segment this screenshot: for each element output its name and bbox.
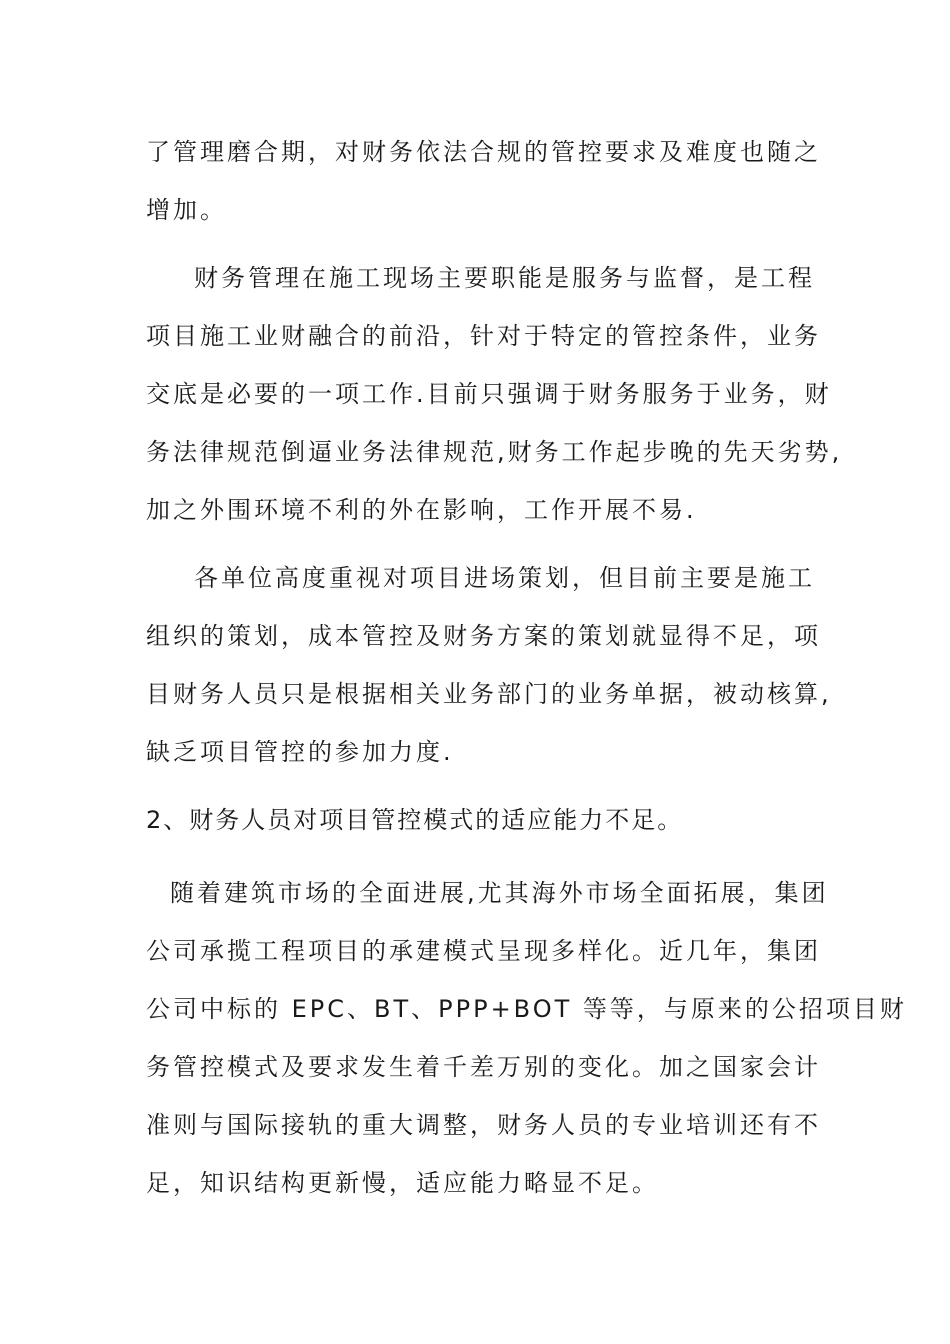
paragraph-4-line-1: 随着建筑市场的全面进展,尤其海外市场全面拓展，集团 [170,879,829,907]
section-heading-2: 2、财务人员对项目管控模式的适应能力不足。 [146,806,684,834]
paragraph-4-line-5: 准则与国际接轨的重大调整，财务人员的专业培训还有不 [146,1111,821,1139]
paragraph-2-line-3: 交底是必要的一项工作.目前只强调于财务服务于业务，财 [146,380,832,408]
paragraph-3-line-2: 组织的策划，成本管控及财务方案的策划就显得不足，项 [146,622,821,650]
paragraph-3-line-4: 缺乏项目管控的参加力度. [146,738,454,766]
paragraph-2-line-4: 务法律规范倒逼业务法律规范,财务工作起步晚的先天劣势, [146,438,843,466]
paragraph-2-line-1: 财务管理在施工现场主要职能是服务与监督，是工程 [194,264,815,292]
paragraph-4-line-2: 公司承揽工程项目的承建模式呈现多样化。近几年，集团 [146,937,821,965]
paragraph-2-line-5: 加之外围环境不利的外在影响，工作开展不易. [146,496,697,524]
paragraph-1-line-1: 了管理磨合期，对财务依法合规的管控要求及难度也随之 [146,138,821,166]
paragraph-3-line-1: 各单位高度重视对项目进场策划，但目前主要是施工 [194,564,815,592]
paragraph-4-line-6: 足，知识结构更新慢，适应能力略显不足。 [146,1169,659,1197]
paragraph-3-line-3: 目财务人员只是根据相关业务部门的业务单据，被动核算, [146,680,832,708]
paragraph-1-line-2: 增加。 [146,196,227,224]
paragraph-4-line-4: 务管控模式及要求发生着千差万别的变化。加之国家会计 [146,1053,821,1081]
paragraph-2-line-2: 项目施工业财融合的前沿，针对于特定的管控条件，业务 [146,322,821,350]
paragraph-4-line-3: 公司中标的 EPC、BT、PPP+BOT 等等，与原来的公招项目财 [146,995,907,1023]
